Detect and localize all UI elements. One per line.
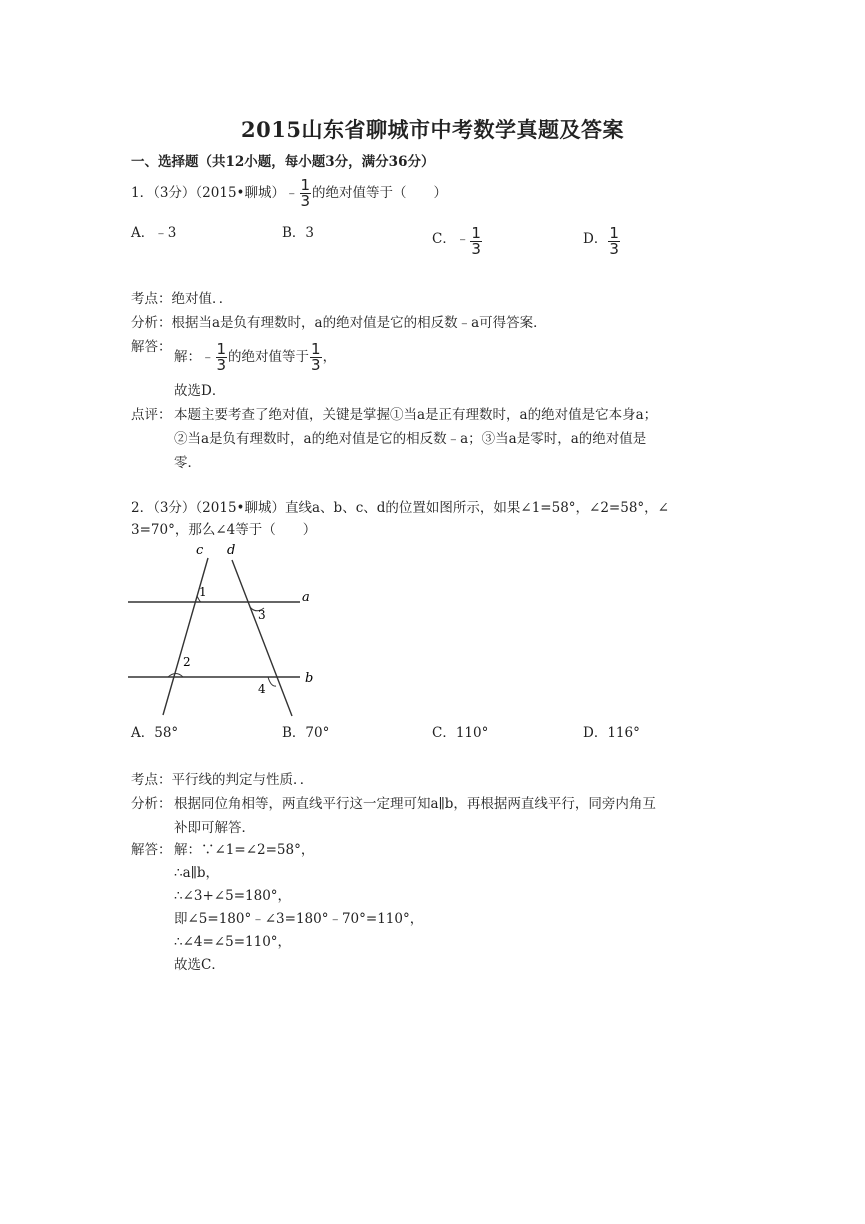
page-title: 2015山东省聊城市中考数学真题及答案 xyxy=(241,117,624,142)
q1-dianping-line-3: 零． xyxy=(174,455,201,471)
section-heading: 一、选择题（共12小题，每小题3分，满分36分） xyxy=(131,154,435,170)
label-a: a xyxy=(302,590,310,605)
q1-stem-suffix: 的绝对值等于（ ） xyxy=(312,185,448,201)
q1-option-c: C．﹣ $\frac{1}{3}$ xyxy=(432,224,481,258)
q2-fenxi-line-2: 补即可解答． xyxy=(174,820,255,836)
label-angle-1: 1 xyxy=(199,585,207,599)
q2-jieda-label: 解答： xyxy=(131,842,172,858)
q1-fenxi: 分析：根据当a是负有理数时，a的绝对值是它的相反数﹣a可得答案． xyxy=(131,315,547,331)
q1-jieda: 解：﹣ $\frac{1}{3}$ 的绝对值等于 $\frac{1}{3}$ ， xyxy=(174,340,337,374)
q2-option-a: A．58° xyxy=(131,725,179,741)
angle-4-arc xyxy=(268,677,276,686)
q1-kaodian: 考点：绝对值．． xyxy=(131,291,233,307)
q1-option-d: D． $\frac{1}{3}$ xyxy=(583,224,619,258)
q2-jieda-line-4: 即∠5=180°﹣∠3=180°﹣70°=110°， xyxy=(174,911,424,927)
q1-dianping-line-2: ②当a是负有理数时，a的绝对值是它的相反数﹣a；③当a是零时，a的绝对值是 xyxy=(174,431,647,447)
q2-jieda-line-5: ∴∠4=∠5=110°， xyxy=(174,934,292,950)
q1-dianping-label: 点评： xyxy=(131,407,172,423)
label-angle-4: 4 xyxy=(258,682,266,696)
q1-stem xyxy=(131,178,447,209)
q1-jieda-label: 解答： xyxy=(131,339,172,355)
q2-stem-line-1: 2．（3分）（2015•聊城）直线a、b、c、d的位置如图所示，如果∠1=58°，∠2=58°，∠ xyxy=(131,500,669,516)
q2-fenxi-line-1: 根据同位角相等，两直线平行这一定理可知a∥b，再根据两直线平行，同旁内角互 xyxy=(174,796,656,812)
q2-option-b: B．70° xyxy=(282,725,330,741)
q2-kaodian: 考点：平行线的判定与性质．． xyxy=(131,772,314,788)
q2-jieda-line-3: ∴∠3+∠5=180°， xyxy=(174,888,292,904)
q2-stem-line-2: 3=70°，那么∠4等于（ ） xyxy=(131,522,317,538)
q2-jieda-line-2: ∴a∥b， xyxy=(174,865,220,881)
label-b: b xyxy=(305,671,314,686)
q1-stem-prefix: 1．（3分）（2015•聊城）﹣ xyxy=(131,185,299,201)
q1-option-b: B．3 xyxy=(282,225,315,241)
q2-jieda-line-1: 解：∵∠1=∠2=58°， xyxy=(174,842,315,858)
q1-dianping-line-1: 本题主要考查了绝对值，关键是掌握①当a是正有理数时，a的绝对值是它本身a； xyxy=(174,407,658,423)
q1-stem-fraction: $\frac{1}{3}$ xyxy=(300,176,311,210)
q2-figure xyxy=(128,540,328,720)
q1-conclusion: 故选D． xyxy=(174,383,226,399)
line-c xyxy=(163,558,208,715)
q2-jieda-line-6: 故选C． xyxy=(174,957,225,973)
q2-option-c: C．110° xyxy=(432,725,489,741)
label-angle-3: 3 xyxy=(258,608,266,622)
q2-option-d: D．116° xyxy=(583,725,640,741)
q2-fenxi-label: 分析： xyxy=(131,796,172,812)
label-c: c xyxy=(196,543,204,558)
label-angle-2: 2 xyxy=(183,655,191,669)
label-d: d xyxy=(227,543,236,558)
q1-option-a: A．﹣3 xyxy=(131,225,177,241)
